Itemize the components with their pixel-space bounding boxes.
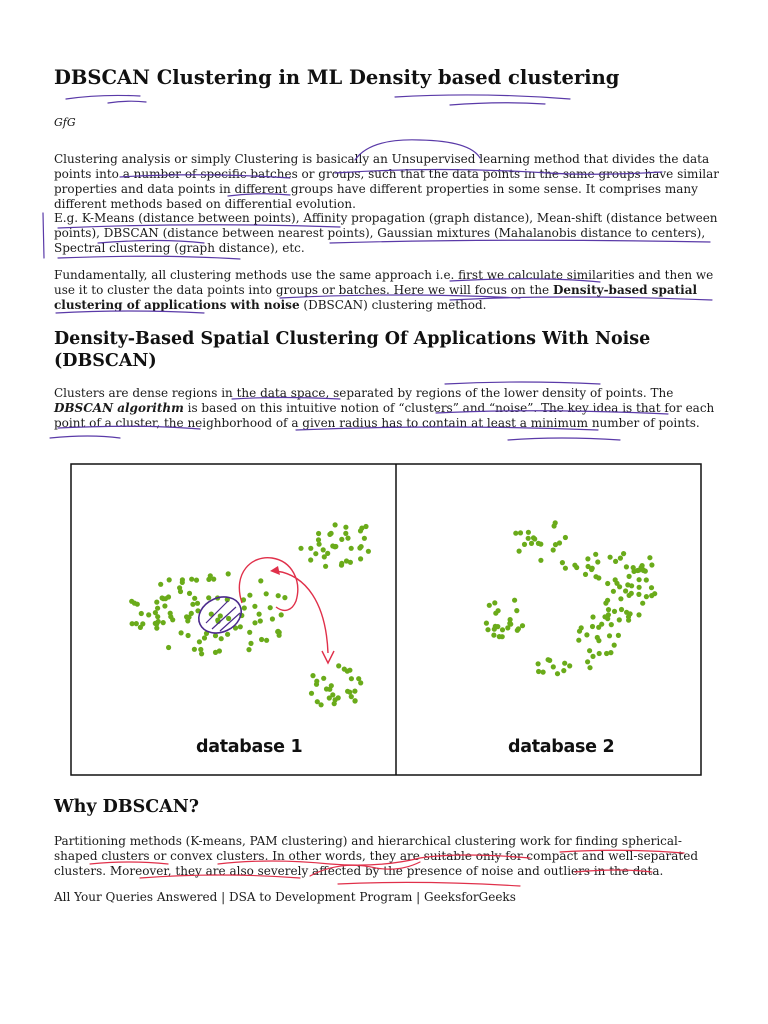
data-point xyxy=(577,629,582,634)
data-point xyxy=(349,694,354,699)
data-point xyxy=(517,549,522,554)
data-point xyxy=(493,611,498,616)
data-point xyxy=(640,601,645,606)
data-point xyxy=(485,627,490,632)
data-point xyxy=(607,633,612,638)
section-heading-why: Why DBSCAN? xyxy=(54,797,199,817)
data-point xyxy=(561,668,566,673)
data-point xyxy=(587,665,592,670)
data-point xyxy=(153,610,158,615)
data-point xyxy=(514,608,519,613)
page-title: DBSCAN Clustering in ML Density based clustering xyxy=(54,66,620,89)
data-point xyxy=(644,577,649,582)
section-heading-dbscan: Density-Based Spatial Clustering Of Applications With Noise (DBSCAN) xyxy=(54,329,651,371)
data-point xyxy=(652,591,657,596)
data-point xyxy=(349,546,354,551)
data-point xyxy=(522,542,527,547)
data-point xyxy=(596,638,601,643)
data-point xyxy=(202,635,207,640)
data-point xyxy=(348,560,353,565)
data-point xyxy=(597,651,602,656)
data-point xyxy=(349,676,354,681)
database-2-label: database 2 xyxy=(508,737,615,757)
data-point xyxy=(319,702,324,707)
data-point xyxy=(213,633,218,638)
data-point xyxy=(314,682,319,687)
data-point xyxy=(199,651,204,656)
data-point xyxy=(353,698,358,703)
data-point xyxy=(333,522,338,527)
data-point xyxy=(180,577,185,582)
data-point xyxy=(359,544,364,549)
data-point xyxy=(612,609,617,614)
data-point xyxy=(491,633,496,638)
intro-p3-start: Fundamentally, all clustering methods use the same approach i.e. first we calculate similarities and then we use it to cluster the data points into groups or batches. Here we will focus on the xyxy=(54,268,714,297)
data-point xyxy=(219,636,224,641)
data-point xyxy=(596,625,601,630)
data-point xyxy=(553,542,558,547)
data-point xyxy=(313,551,318,556)
data-point xyxy=(130,621,135,626)
data-point xyxy=(584,632,589,637)
data-point xyxy=(345,536,350,541)
data-point xyxy=(217,648,222,653)
dbscan-p-end: is based on this intuitive notion of “clusters” and “noise”. The key idea is that for each point of a cluster, the neighborhood of a given radius has to contain at least a minimum number of points. xyxy=(54,401,715,430)
data-point xyxy=(608,555,613,560)
data-point xyxy=(563,535,568,540)
data-point xyxy=(563,566,568,571)
intro-p3-bold: Density-based spatial clustering of applications with noise xyxy=(54,283,698,312)
data-point xyxy=(323,564,328,569)
data-point xyxy=(329,683,334,688)
data-point xyxy=(576,638,581,643)
data-point xyxy=(329,531,334,536)
data-point xyxy=(529,541,534,546)
data-point xyxy=(629,591,634,596)
data-point xyxy=(500,627,505,632)
data-point xyxy=(617,617,622,622)
data-point xyxy=(624,610,629,615)
data-point xyxy=(538,558,543,563)
data-point xyxy=(500,634,505,639)
dbscan-p-emphasis: DBSCAN algorithm xyxy=(54,401,184,415)
data-point xyxy=(238,624,243,629)
data-point xyxy=(161,620,166,625)
data-point xyxy=(590,624,595,629)
data-point xyxy=(252,620,257,625)
data-point xyxy=(247,630,252,635)
data-point xyxy=(541,670,546,675)
data-point xyxy=(308,557,313,562)
data-point xyxy=(629,583,634,588)
data-point xyxy=(562,661,567,666)
dbscan-paragraph xyxy=(54,386,719,431)
data-point xyxy=(155,606,160,611)
data-point xyxy=(624,564,629,569)
data-point xyxy=(321,676,326,681)
data-point xyxy=(325,551,330,556)
data-point xyxy=(264,638,269,643)
data-point xyxy=(343,525,348,530)
data-point xyxy=(336,663,341,668)
data-point xyxy=(560,560,565,565)
data-point xyxy=(595,559,600,564)
data-point xyxy=(259,637,264,642)
data-point xyxy=(330,543,335,548)
data-point xyxy=(264,591,269,596)
data-point xyxy=(345,689,350,694)
data-point xyxy=(166,645,171,650)
data-point xyxy=(484,621,489,626)
data-point xyxy=(492,600,497,605)
data-point xyxy=(358,528,363,533)
data-point xyxy=(552,523,557,528)
data-point xyxy=(604,651,609,656)
data-point xyxy=(268,605,273,610)
data-point xyxy=(526,530,531,535)
data-point xyxy=(555,671,560,676)
data-point xyxy=(366,549,371,554)
data-point xyxy=(589,567,594,572)
data-point xyxy=(339,537,344,542)
data-point xyxy=(279,612,284,617)
data-point xyxy=(613,559,618,564)
data-point xyxy=(603,601,608,606)
intro-paragraph-1: Clustering analysis or simply Clustering is basically an Unsupervised learning method that divides the data points into a number of specific batches or groups, such that the data points in the same groups have similar properties and data points in different groups have different properties in some sense. It comprises many different methods based on differential evolution. xyxy=(54,152,720,211)
data-point xyxy=(627,574,632,579)
data-point xyxy=(332,701,337,706)
data-point xyxy=(156,619,161,624)
data-point xyxy=(162,603,167,608)
data-point xyxy=(585,556,590,561)
data-point xyxy=(637,577,642,582)
data-point xyxy=(248,641,253,646)
data-point xyxy=(208,573,213,578)
data-point xyxy=(513,531,518,536)
data-point xyxy=(590,654,595,659)
data-point xyxy=(649,562,654,567)
data-point xyxy=(363,524,368,529)
data-point xyxy=(247,593,252,598)
data-point xyxy=(195,601,200,606)
dbscan-p-start: Clusters are dense regions in the data space, separated by regions of the lower density of points. The xyxy=(54,386,674,400)
data-point xyxy=(160,595,165,600)
data-point xyxy=(593,574,598,579)
data-point xyxy=(547,658,552,663)
data-point xyxy=(218,613,223,618)
data-point xyxy=(647,555,652,560)
data-point xyxy=(178,589,183,594)
data-point xyxy=(324,686,329,691)
data-point xyxy=(246,647,251,652)
data-point xyxy=(495,624,500,629)
data-point xyxy=(339,561,344,566)
data-point xyxy=(623,588,628,593)
data-point xyxy=(631,569,636,574)
data-point xyxy=(226,571,231,576)
data-point xyxy=(190,602,195,607)
data-point xyxy=(642,568,647,573)
data-point xyxy=(321,547,326,552)
intro-paragraph-2: E.g. K-Means (distance between points), Affinity propagation (graph distance), Mean-shift (distance between points), DBSCAN (distance between nearest points), Gaussian mixtures (Mahalanobis distance to centers), Spectral clustering (graph distance), etc. xyxy=(54,211,718,255)
data-point xyxy=(616,633,621,638)
data-point xyxy=(593,552,598,557)
data-point xyxy=(518,530,523,535)
data-point xyxy=(358,680,363,685)
data-point xyxy=(327,695,332,700)
intro-p3-end: (DBSCAN) clustering method. xyxy=(299,298,487,312)
data-point xyxy=(636,592,641,597)
data-point xyxy=(619,607,624,612)
data-point xyxy=(186,615,191,620)
data-point xyxy=(258,578,263,583)
data-point xyxy=(516,626,521,631)
data-point xyxy=(146,612,151,617)
source-label: GfG xyxy=(54,116,76,129)
data-point xyxy=(649,585,654,590)
data-point xyxy=(276,593,281,598)
data-point xyxy=(567,663,572,668)
data-point xyxy=(636,612,641,617)
data-point xyxy=(551,547,556,552)
data-point xyxy=(609,622,614,627)
data-point xyxy=(637,585,642,590)
data-point xyxy=(206,595,211,600)
data-point xyxy=(551,664,556,669)
data-point xyxy=(536,669,541,674)
data-point xyxy=(520,623,525,628)
data-point xyxy=(345,669,350,674)
data-point xyxy=(282,595,287,600)
data-point xyxy=(605,581,610,586)
data-point xyxy=(140,621,145,626)
data-point xyxy=(608,650,613,655)
data-point xyxy=(197,639,202,644)
data-point xyxy=(574,565,579,570)
data-point xyxy=(587,648,592,653)
data-point xyxy=(252,604,257,609)
data-point xyxy=(242,605,247,610)
data-point xyxy=(621,551,626,556)
data-point xyxy=(192,647,197,652)
data-point xyxy=(583,572,588,577)
data-point xyxy=(154,600,159,605)
data-point xyxy=(644,594,649,599)
data-point xyxy=(618,596,623,601)
data-point xyxy=(257,612,262,617)
data-point xyxy=(526,536,531,541)
data-point xyxy=(362,536,367,541)
data-point xyxy=(158,582,163,587)
data-point xyxy=(538,542,543,547)
data-point xyxy=(358,556,363,561)
database-1-label: database 1 xyxy=(196,737,303,757)
data-point xyxy=(618,556,623,561)
data-point xyxy=(298,546,303,551)
data-point xyxy=(512,598,517,603)
data-point xyxy=(225,632,230,637)
data-point xyxy=(166,594,171,599)
data-point xyxy=(194,578,199,583)
data-point xyxy=(276,629,281,634)
data-point xyxy=(179,630,184,635)
data-point xyxy=(129,599,134,604)
data-point xyxy=(336,695,341,700)
data-point xyxy=(168,614,173,619)
intro-paragraph-3 xyxy=(54,268,719,313)
data-point xyxy=(187,591,192,596)
clustering-figure xyxy=(70,463,702,776)
why-paragraph: Partitioning methods (K-means, PAM clustering) and hierarchical clustering work for finding spherical-shaped clusters or convex clusters. In other words, they are suitable only for compact and well-separated clusters. Moreover, they are also severely affected by the presence of noise and outliers in the data. xyxy=(54,834,698,878)
data-point xyxy=(606,607,611,612)
data-point xyxy=(612,643,617,648)
footer-text: All Your Queries Answered | DSA to Development Program | GeeksforGeeks xyxy=(54,890,516,904)
data-point xyxy=(310,673,315,678)
data-point xyxy=(585,659,590,664)
data-point xyxy=(309,691,314,696)
data-point xyxy=(186,633,191,638)
data-point xyxy=(352,689,357,694)
data-point xyxy=(308,546,313,551)
data-point xyxy=(613,577,618,582)
data-point xyxy=(487,603,492,608)
data-point xyxy=(590,614,595,619)
data-point xyxy=(316,537,321,542)
data-point xyxy=(617,584,622,589)
data-point xyxy=(532,536,537,541)
data-point xyxy=(258,618,263,623)
data-point xyxy=(226,616,231,621)
data-point xyxy=(343,531,348,536)
data-point xyxy=(167,577,172,582)
data-point xyxy=(192,596,197,601)
data-point xyxy=(270,616,275,621)
data-point xyxy=(139,611,144,616)
data-point xyxy=(198,647,203,652)
data-point xyxy=(611,589,616,594)
data-point xyxy=(189,577,194,582)
data-point xyxy=(605,616,610,621)
data-point xyxy=(536,661,541,666)
data-point xyxy=(507,621,512,626)
data-point xyxy=(316,531,321,536)
